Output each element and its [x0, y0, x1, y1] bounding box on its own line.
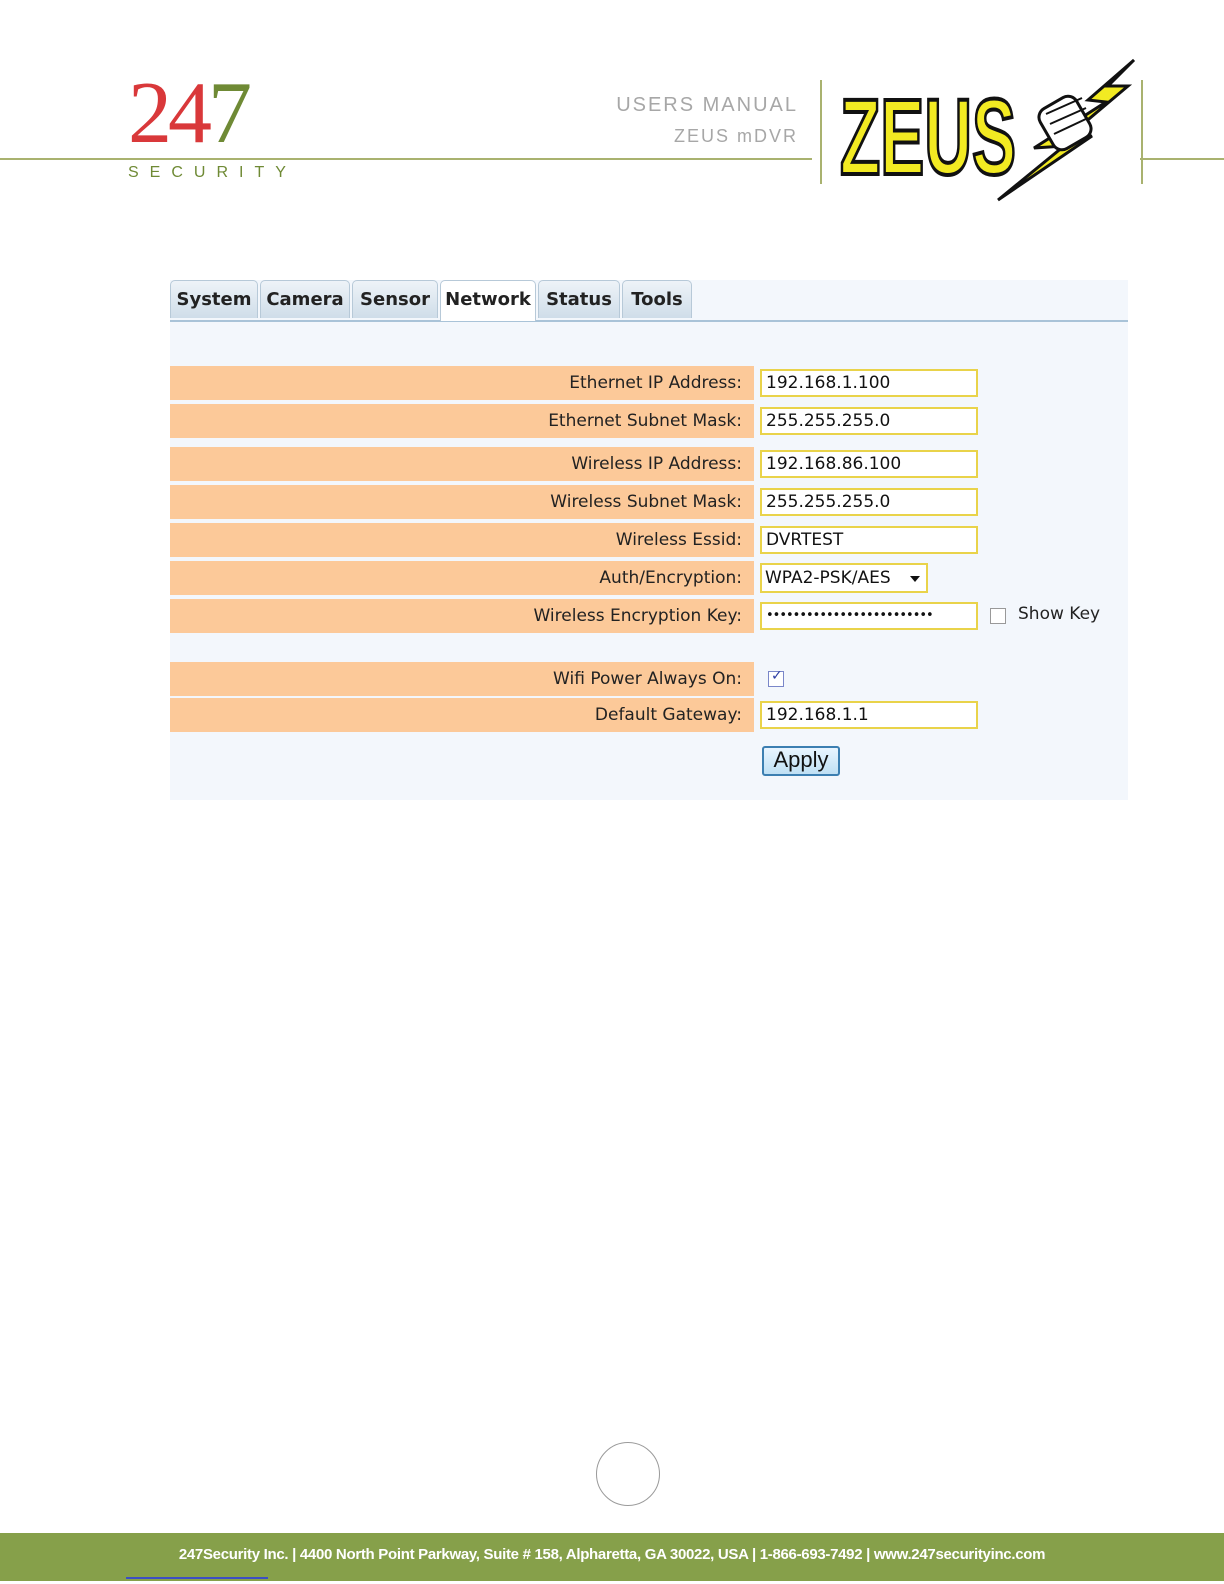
header-rule-right [1140, 158, 1224, 160]
zeus-brand-logo [838, 56, 1138, 206]
encryption-key-label: Wireless Encryption Key: [170, 599, 754, 633]
header-divider-left [820, 80, 822, 184]
ethernet-ip-label: Ethernet IP Address: [170, 366, 754, 400]
wireless-essid-input[interactable]: DVRTEST [760, 526, 978, 554]
wifi-power-label: Wifi Power Always On: [170, 662, 754, 696]
zeus-logo-text: ZEUS [840, 76, 1016, 197]
footer-link-underline [126, 1577, 268, 1579]
checkmark-icon: ✓ [771, 668, 783, 684]
wifi-power-checkbox[interactable] [768, 668, 784, 687]
wireless-ip-input[interactable]: 192.168.86.100 [760, 450, 978, 478]
header-divider-right [1141, 80, 1143, 184]
tab-network[interactable]: Network [440, 280, 536, 321]
logo-digit-7: 7 [208, 65, 248, 162]
auth-encryption-value: WPA2-PSK/AES [765, 568, 891, 588]
wireless-mask-label: Wireless Subnet Mask: [170, 485, 754, 519]
tab-system[interactable]: System [170, 280, 258, 318]
show-key-checkbox[interactable] [990, 608, 1006, 624]
default-gateway-label: Default Gateway: [170, 698, 754, 732]
ethernet-mask-input[interactable]: 255.255.255.0 [760, 407, 978, 435]
ethernet-mask-label: Ethernet Subnet Mask: [170, 404, 754, 438]
default-gateway-input[interactable]: 192.168.1.1 [760, 701, 978, 729]
fist-lightning-icon [998, 60, 1134, 200]
encryption-key-input[interactable]: ••••••••••••••••••••••••• [760, 602, 978, 630]
company-logo [128, 65, 248, 162]
auth-encryption-label: Auth/Encryption: [170, 561, 754, 595]
chevron-down-icon [910, 576, 920, 582]
logo-digit-4: 4 [168, 65, 208, 162]
tab-status[interactable]: Status [538, 280, 620, 318]
wireless-ip-label: Wireless IP Address: [170, 447, 754, 481]
network-settings-panel [170, 280, 1128, 800]
tab-sensor[interactable]: Sensor [352, 280, 438, 318]
show-key-label: Show Key [1018, 604, 1101, 624]
manual-subtitle: ZEUS mDVR [673, 126, 798, 146]
auth-encryption-select[interactable] [760, 563, 928, 593]
apply-button[interactable]: Apply [762, 746, 840, 776]
tab-camera[interactable]: Camera [260, 280, 350, 318]
tab-tools[interactable]: Tools [622, 280, 692, 318]
ethernet-ip-input[interactable]: 192.168.1.100 [760, 369, 978, 397]
wireless-mask-input[interactable]: 255.255.255.0 [760, 488, 978, 516]
logo-digit-2: 2 [128, 65, 168, 162]
manual-title: USERS MANUAL [616, 94, 798, 116]
wireless-essid-label: Wireless Essid: [170, 523, 754, 557]
logo-subtitle: SECURITY [128, 164, 297, 181]
header-rule-left [0, 158, 812, 160]
page-number-circle [596, 1442, 660, 1506]
footer-contact-text: 247Security Inc. | 4400 North Point Parkway, Suite # 158, Alpharetta, GA 30022, USA | 1-866-693-7492 | www.247securityinc.com [178, 1546, 1046, 1563]
